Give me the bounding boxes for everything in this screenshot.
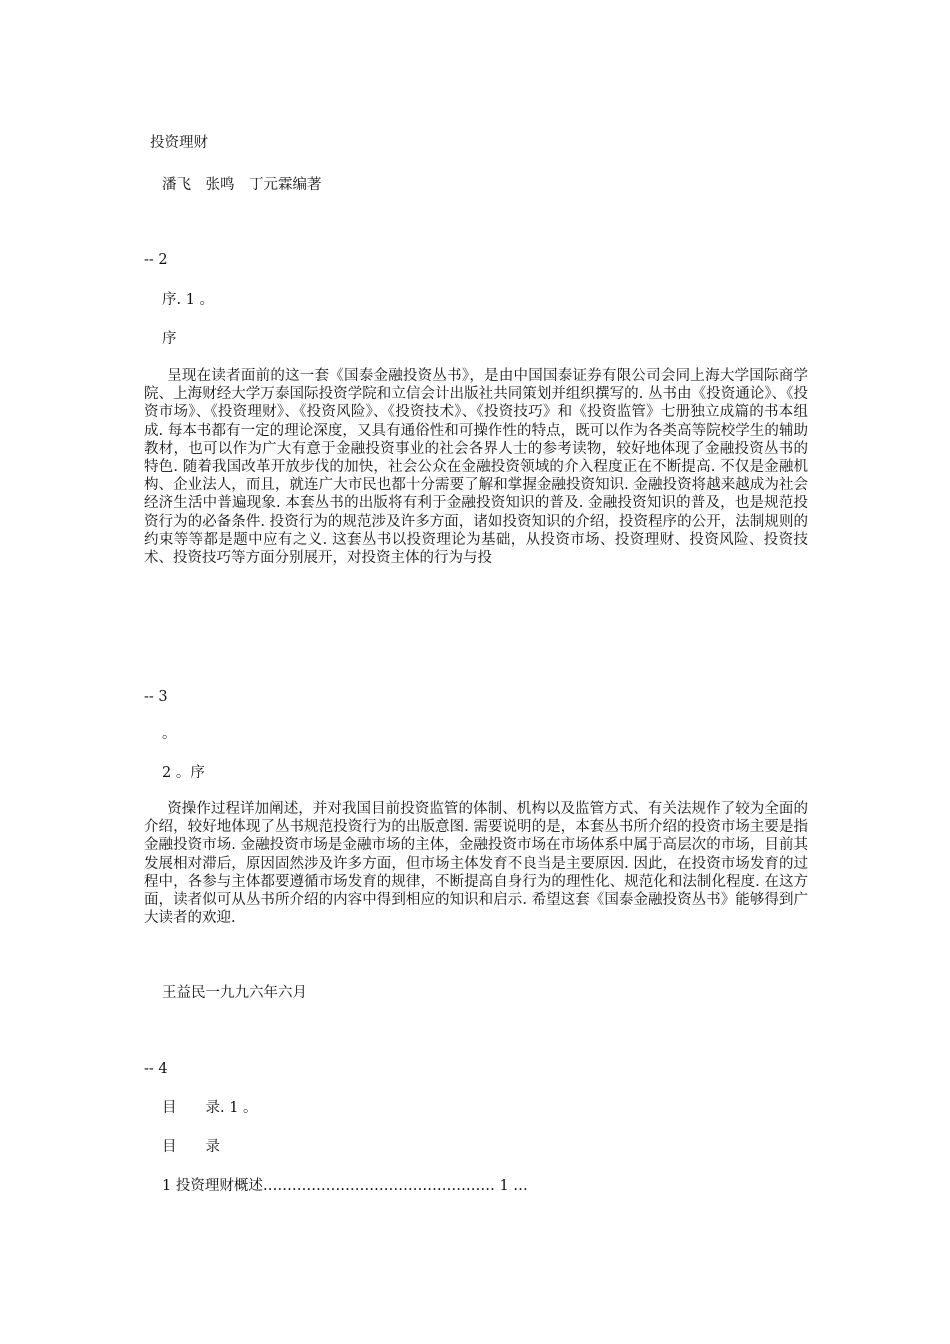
section-heading-preface: 序 <box>162 331 177 347</box>
preface-paragraph-1: 呈现在读者面前的这一套《国泰金融投资丛书》，是由中国国泰证券有限公司会同上海大学国际商学院、上海财经大学万泰国际投资学院和立信会计出版社共同策划并组织撰写的. 丛书由《投资通论》、《投资市场》、《投资理财》、《投资风险》、《投资技术》、《投资技巧》和《投资监管》七册独立成篇的书本组成. 每本书都有一定的理论深度，又具有通俗性和可操作性的特点，既可以作为各类高等院校学生的辅助教材，也可以作为广大有意于金融投资事业的社会各界人士的参考读物，较好地体现了金融投资丛书的特色. 随着我国改革开放步伐的加快，社会公众在金融投资领域的介入程度正在不断提高. 不仅是金融机构、企业法人，而且，就连广大市民也都十分需要了解和掌握金融投资知识. 金融投资将越来越成为社会经济生活中普遍现象. 本套丛书的出版将有利于金融投资知识的普及. 金融投资知识的普及，也是规范投资行为的必备条件. 投资行为的规范涉及许多方面，诸如投资知识的介绍，投资程序的公开，法制规则的约束等等都是题中应有之义. 这套丛书以投资理论为基础，从投资市场、投资理财、投资风险、投资技术、投资技巧等方面分别展开，对投资主体的行为与投 <box>144 368 808 567</box>
page-marker-4: -- 4 <box>144 1061 168 1077</box>
preface-signature: 王益民一九九六年六月 <box>162 985 307 1001</box>
running-header-2: 序. 1 。 <box>162 292 215 308</box>
authors-line: 潘飞 张鸣 丁元霖编著 <box>162 177 322 193</box>
running-header-3: 。 <box>162 726 177 742</box>
section-heading-preface-2: 2 。序 <box>162 765 205 781</box>
toc-entry-1: 1 投资理财概述………………………………………… 1 … <box>162 1178 528 1194</box>
page-marker-2: -- 2 <box>144 252 168 268</box>
book-title: 投资理财 <box>150 135 208 151</box>
running-header-4: 目 录. 1 。 <box>162 1100 258 1116</box>
page-marker-3: -- 3 <box>144 689 168 705</box>
preface-paragraph-2: 资操作过程详加阐述，并对我国目前投资监管的体制、机构以及监管方式、有关法规作了较为全面的介绍，较好地体现了丛书规范投资行为的出版意图. 需要说明的是，本套丛书所介绍的投资市场主要是指金融投资市场. 金融投资市场是金融市场的主体，金融投资市场在市场体系中属于高层次的市场，目前其发展相对滞后，原因固然涉及许多方面，但市场主体发育不良当是主要原因. 因此，在投资市场发育的过程中，各参与主体都要遵循市场发育的规律，不断提高自身行为的理性化、规范化和法制化程度. 在这方面，读者似可从丛书所介绍的内容中得到相应的知识和启示. 希望这套《国泰金融投资丛书》能够得到广大读者的欢迎. <box>144 801 808 927</box>
toc-heading: 目 录 <box>162 1139 220 1155</box>
